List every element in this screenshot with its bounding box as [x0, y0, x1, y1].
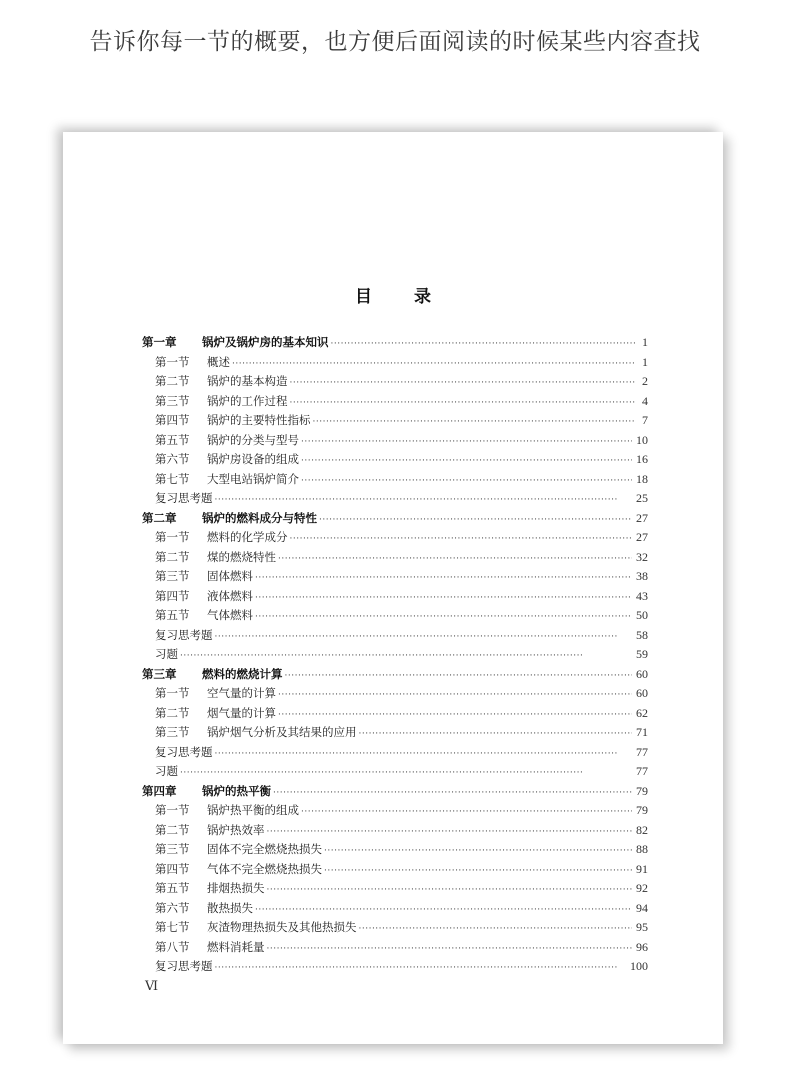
toc-entry-title: 灰渣物理热损失及其他热损失	[207, 920, 357, 934]
toc-entry-title: 锅炉的分类与型号	[207, 432, 299, 447]
toc-section-row[interactable]	[142, 938, 648, 958]
toc-page-number: 92	[636, 881, 648, 895]
toc-section-row[interactable]	[142, 801, 648, 821]
toc-entry-number: 第五节	[155, 608, 190, 622]
dot-leader	[331, 335, 637, 355]
page-folio: Ⅵ	[145, 978, 159, 993]
toc-section-row[interactable]	[142, 489, 648, 509]
toc-page-number: 95	[636, 920, 648, 934]
toc-entry-title: 锅炉房设备的组成	[207, 452, 299, 466]
toc-chapter-row[interactable]	[142, 665, 648, 685]
dot-leader	[359, 725, 633, 745]
toc-page-number: 60	[636, 686, 648, 700]
dot-leader	[285, 667, 633, 687]
toc-entry-number: 第六节	[155, 900, 190, 915]
toc-entry-title: 锅炉的主要特性指标	[207, 413, 311, 427]
toc-entry-number: 第四章	[142, 783, 177, 798]
toc-entry-title: 液体燃料	[207, 588, 253, 603]
toc-section-row[interactable]	[142, 528, 648, 548]
toc-section-row[interactable]	[142, 879, 648, 899]
toc-section-row[interactable]	[142, 821, 648, 841]
toc-entry-title: 排烟热损失	[207, 881, 265, 895]
toc-section-row[interactable]	[142, 431, 648, 451]
toc-entry-number: 第四节	[155, 413, 190, 427]
toc-section-row[interactable]	[142, 684, 648, 704]
toc-page-number: 10	[636, 432, 648, 447]
dot-leader	[267, 940, 633, 960]
dot-leader	[232, 355, 636, 375]
toc-entry-title: 燃料的化学成分	[207, 530, 288, 544]
toc-entry-number: 第二章	[142, 510, 177, 525]
toc-entry-number: 第三章	[142, 666, 177, 681]
toc-entry-title: 烟气量的计算	[207, 705, 276, 720]
toc-page-number: 25	[636, 491, 648, 505]
toc-entry-title: 锅炉的基本构造	[207, 374, 288, 388]
toc-entry-title: 锅炉热平衡的组成	[207, 803, 299, 817]
toc-section-row[interactable]	[142, 743, 648, 763]
toc-section-row[interactable]	[142, 918, 648, 938]
toc-section-row[interactable]	[142, 392, 648, 412]
table-of-contents	[142, 333, 648, 977]
toc-section-row[interactable]	[142, 704, 648, 724]
toc-entry-title: 复习思考题	[155, 744, 213, 759]
toc-section-row[interactable]	[142, 840, 648, 860]
toc-page-number: 7	[642, 413, 648, 427]
toc-entry-number: 第五节	[155, 881, 190, 895]
toc-page-number: 4	[642, 393, 648, 408]
toc-entry-number: 第七节	[155, 920, 190, 934]
toc-entry-title: 燃料的燃烧计算	[202, 666, 283, 681]
toc-heading-char-1: 目	[355, 287, 372, 307]
caption-text: 告诉你每一节的概要，也方便后面阅读的时候某些内容查找	[89, 29, 701, 55]
toc-page-number: 96	[636, 939, 648, 954]
dot-leader	[255, 569, 632, 589]
toc-entry-number: 第三节	[155, 842, 190, 856]
toc-entry-title: 锅炉的燃料成分与特性	[202, 510, 317, 525]
toc-entry-number: 第三节	[155, 725, 190, 739]
toc-page-number: 77	[636, 764, 648, 778]
toc-entry-title: 复习思考题	[155, 627, 213, 642]
toc-section-row[interactable]	[142, 723, 648, 743]
toc-page-number: 38	[636, 569, 648, 583]
toc-entry-number: 第一节	[155, 686, 190, 700]
toc-section-row[interactable]	[142, 645, 648, 665]
toc-page-number: 88	[636, 842, 648, 856]
toc-entry-title: 习题	[155, 764, 178, 778]
toc-page-number: 71	[636, 725, 648, 739]
toc-section-row[interactable]	[142, 548, 648, 568]
toc-entry-number: 第三节	[155, 569, 190, 583]
toc-entry-number: 第一节	[155, 530, 190, 544]
toc-entry-number: 第四节	[155, 861, 190, 876]
toc-entry-title: 锅炉的热平衡	[202, 783, 271, 798]
dot-leader	[301, 803, 632, 823]
dot-leader	[301, 433, 632, 453]
dot-leader	[324, 862, 632, 882]
toc-section-row[interactable]	[142, 353, 648, 373]
toc-entry-title: 习题	[155, 647, 178, 661]
toc-entry-title: 固体不完全燃烧热损失	[207, 842, 322, 856]
toc-entry-title: 煤的燃烧特性	[207, 549, 276, 564]
toc-entry-title: 气体不完全燃烧热损失	[207, 861, 322, 876]
book-page	[63, 132, 723, 1044]
dot-leader	[278, 686, 632, 706]
toc-entry-title: 概述	[207, 354, 230, 369]
toc-entry-title: 固体燃料	[207, 569, 253, 583]
toc-section-row[interactable]	[142, 626, 648, 646]
toc-entry-number: 第一节	[155, 803, 190, 817]
toc-entry-title: 复习思考题	[155, 959, 213, 973]
toc-entry-title: 散热损失	[207, 900, 253, 915]
toc-section-row[interactable]	[142, 899, 648, 919]
toc-entry-number: 第二节	[155, 549, 190, 564]
toc-page-number: 1	[642, 335, 648, 349]
toc-page-number: 2	[642, 374, 648, 388]
dot-leader	[313, 413, 637, 433]
toc-page-number: 59	[636, 647, 648, 661]
toc-entry-number: 第四节	[155, 588, 190, 603]
dot-leader	[324, 842, 632, 862]
toc-entry-title: 复习思考题	[155, 491, 213, 505]
toc-page-number: 50	[636, 608, 648, 622]
dot-leader	[273, 784, 632, 804]
toc-page-number: 79	[636, 803, 648, 817]
dot-leader	[290, 374, 637, 394]
toc-entry-number: 第二节	[155, 822, 190, 837]
toc-section-row[interactable]	[142, 470, 648, 490]
toc-section-row[interactable]	[142, 567, 648, 587]
toc-entry-number: 第一章	[142, 335, 177, 349]
toc-entry-title: 锅炉热效率	[207, 822, 265, 837]
toc-section-row[interactable]	[142, 411, 648, 431]
dot-leader	[278, 550, 632, 570]
toc-page-number: 77	[636, 744, 648, 759]
toc-section-row[interactable]	[142, 860, 648, 880]
toc-heading	[63, 282, 723, 307]
dot-leader	[255, 608, 632, 628]
toc-entry-title: 锅炉烟气分析及其结果的应用	[207, 725, 357, 739]
toc-chapter-row[interactable]	[142, 333, 648, 353]
dot-leader	[319, 511, 632, 531]
dot-leader	[301, 452, 632, 472]
toc-entry-title: 空气量的计算	[207, 686, 276, 700]
toc-heading-char-2: 录	[414, 287, 431, 307]
toc-page-number: 1	[642, 354, 648, 369]
toc-entry-number: 第五节	[155, 432, 190, 447]
toc-section-row[interactable]	[142, 587, 648, 607]
dot-leader	[290, 394, 637, 414]
dot-leader	[267, 881, 633, 901]
dot-leader	[215, 959, 627, 979]
toc-page-number: 62	[636, 705, 648, 720]
toc-entry-number: 第七节	[155, 471, 190, 486]
toc-entry-number: 第二节	[155, 374, 190, 388]
toc-page-number: 27	[636, 530, 648, 544]
toc-section-row[interactable]	[142, 450, 648, 470]
toc-page-number: 91	[636, 861, 648, 876]
toc-entry-number: 第六节	[155, 452, 190, 466]
toc-section-row[interactable]	[142, 606, 648, 626]
dot-leader	[301, 472, 632, 492]
toc-section-row[interactable]	[142, 957, 648, 977]
toc-entry-number: 第三节	[155, 393, 190, 408]
toc-entry-number: 第一节	[155, 354, 190, 369]
toc-entry-title: 气体燃料	[207, 608, 253, 622]
toc-page-number: 79	[636, 783, 648, 798]
toc-page-number: 18	[636, 471, 648, 486]
toc-entry-title: 锅炉的工作过程	[207, 393, 288, 408]
toc-page-number: 100	[630, 959, 648, 973]
dot-leader	[290, 530, 633, 550]
toc-entry-title: 大型电站锅炉简介	[207, 471, 299, 486]
toc-page-number: 60	[636, 666, 648, 681]
toc-page-number: 16	[636, 452, 648, 466]
dot-leader	[359, 920, 633, 940]
toc-page-number: 27	[636, 510, 648, 525]
toc-page-number: 32	[636, 549, 648, 564]
toc-chapter-row[interactable]	[142, 509, 648, 529]
toc-section-row[interactable]	[142, 372, 648, 392]
toc-page-number: 58	[636, 627, 648, 642]
toc-entry-number: 第八节	[155, 939, 190, 954]
toc-page-number: 82	[636, 822, 648, 837]
dot-leader	[255, 589, 632, 609]
toc-chapter-row[interactable]	[142, 782, 648, 802]
toc-page-number: 94	[636, 900, 648, 915]
dot-leader	[215, 745, 633, 765]
toc-entry-title: 燃料消耗量	[207, 939, 265, 954]
toc-entry-title: 锅炉及锅炉房的基本知识	[202, 335, 329, 349]
toc-entry-number: 第二节	[155, 705, 190, 720]
toc-section-row[interactable]	[142, 762, 648, 782]
dot-leader	[215, 628, 633, 648]
toc-page-number: 43	[636, 588, 648, 603]
